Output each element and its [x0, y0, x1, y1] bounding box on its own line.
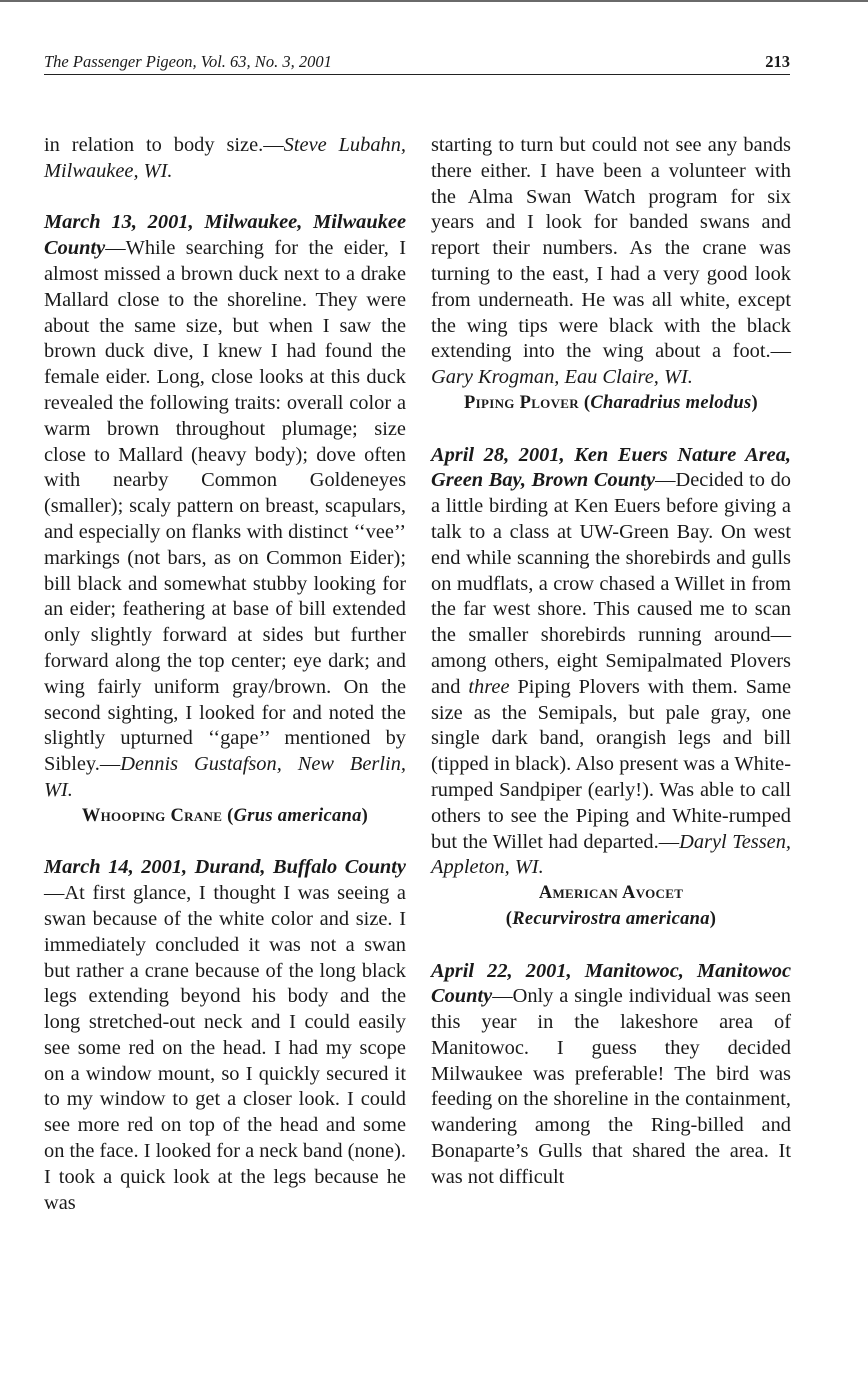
signature: Steve Lubahn, Milwaukee, WI. [44, 134, 407, 182]
paragraph-lubahn-end: in relation to body size.—Steve Lubahn, Milwaukee, WI. [44, 134, 407, 182]
running-header [44, 52, 790, 75]
signature: Dennis Gustafson, New Berlin, WI. [44, 753, 406, 801]
species-heading-whooping-crane: Whooping Crane (Grus americana) [81, 805, 369, 826]
dateline: March 14, 2001, Durand, Buffalo County [44, 856, 406, 879]
top-border [0, 0, 868, 2]
signature: Gary Krogman, Eau Claire, WI. [431, 366, 693, 389]
dateline: March 13, 2001, Milwaukee, Milwaukee County [44, 211, 406, 260]
paragraph-manitowoc-avocet: April 22, 2001, Manitowoc, Manitowoc County—Only a single individual was seen this year in the lakeshore area of Manitowoc. I guess they decided Milwaukee was preferable! The bird was feeding on the shoreline in the containment, wandering among the Ring-billed and Bonaparte’s Gulls that shared the area. It was not difficult [431, 959, 791, 1188]
left-column [44, 133, 406, 1216]
paragraph-crane-continued: starting to turn but could not see any bands there either. I have been a volunteer with the Alma Swan Watch program for six years and I look for banded swans and report their numbers. As the crane was turning to the east, I had a very good look from underneath. He was all white, except the wing tips were black with the black extending into the wing about a foot.—Gary Krogman, Eau Claire, WI. [431, 134, 791, 389]
dateline: April 22, 2001, Manitowoc, Manitowoc County [431, 959, 791, 1008]
paragraph-milwaukee-eider: March 13, 2001, Milwaukee, Milwaukee County—While searching for the eider, I almost missed a brown duck next to a drake Mallard close to the shoreline. They were about the same size, but when I saw the brown duck dive, I knew I had found the female eider. Long, close looks at this duck revealed the following traits: overall color a warm brown throughout plumage; size close to Mallard (heavy body); dove often with nearby Common Goldeneyes (smaller); scaly pattern on breast, scapulars, and especially on flanks with distinct ‘‘vee’’ markings (not bars, as on Common Eider); bill black and somewhat stubby looking for an eider; feathering at base of bill extended only slightly forward at sides but further forward along the top center; eye dark; and wing fairly uniform gray/brown. On the second sighting, I looked for and noted the slightly upturned ‘‘gape’’ mentioned by Sibley.—Dennis Gustafson, New Berlin, WI. [44, 211, 406, 801]
dateline: April 28, 2001, Ken Euers Nature Area, Green Bay, Brown County [431, 443, 791, 492]
paragraph-durand-crane: March 14, 2001, Durand, Buffalo County—At first glance, I thought I was seeing a swan because of the white color and size. I immediately concluded it was not a swan but rather a crane because of the long black legs extending beyond his body and the long stretched-out neck and I could easily see some red on the head. I had my scope on a window mount, so I quickly secured it to my window to get a closer look. I could see more red on top of the head and some on the face. I looked for a neck band (none). I took a quick look at the legs because he was [44, 856, 406, 1214]
right-column [431, 133, 791, 1191]
species-heading-american-avocet: American Avocet (Recurvirostra americana) [505, 883, 717, 929]
page-number: 213 [765, 52, 790, 71]
signature: Daryl Tessen, Appleton, WI. [431, 830, 791, 879]
paragraph-green-bay-plover: April 28, 2001, Ken Euers Nature Area, Green Bay, Brown County—Decided to do a little birding at Ken Euers before giving a talk to a class at UW-Green Bay. On west end while scanning the shorebirds and gulls on mudflats, a crow chased a Willet in from the far west shore. This caused me to scan the smaller shorebirds running around—among others, eight Semipalmated Plovers and three Piping Plovers with them. Same size as the Semipals, but pale gray, one single dark band, orangish legs and bill (tipped in black). Also present was a White-rumped Sandpiper (early!). Was able to call others to see the Piping and White-rumped but the Willet had departed.—Daryl Tessen, Appleton, WI. [431, 443, 791, 879]
journal-title: The Passenger Pigeon, Vol. 63, No. 3, 2001 [44, 52, 332, 71]
species-heading-piping-plover: Piping Plover (Charadrius melodus) [464, 392, 758, 413]
